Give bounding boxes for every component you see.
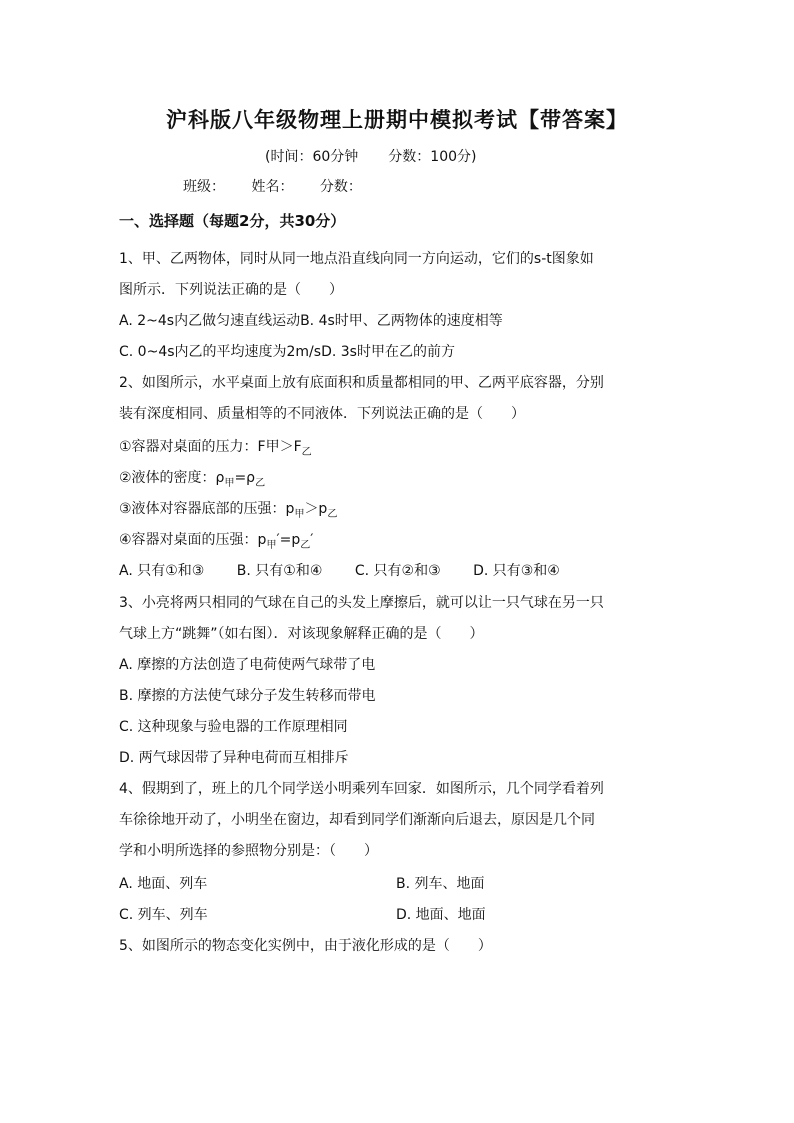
q2-s2-mid: =ρ (234, 470, 256, 486)
q4-option-c: C. 列车、列车 (119, 907, 208, 923)
q2-s4-mid: ′=p (276, 532, 301, 548)
q2-s3-sub1: 甲 (294, 508, 305, 520)
q2-s2-sub1: 甲 (224, 477, 235, 489)
name-label: 姓名： (251, 179, 294, 195)
exam-meta (265, 146, 506, 166)
class-label: 班级： (183, 179, 225, 195)
student-info (183, 176, 384, 196)
q2-s2-text: ②液体的密度：ρ (119, 470, 225, 486)
q2-s1-sub: 乙 (301, 446, 312, 458)
q4-stem-line1: 4、假期到了，班上的几个同学送小明乘列车回家．如图所示，几个同学看着列 (119, 781, 604, 797)
q5-stem-line1: 5、如图所示的物态变化实例中，由于液化形成的是（ ） (119, 938, 492, 954)
q3-option-a: A. 摩擦的方法创造了电荷使两气球带了电 (119, 657, 376, 673)
q4-option-b: B. 列车、地面 (396, 876, 485, 892)
q2-options: A. 只有①和③ B. 只有①和④ C. 只有②和③ D. 只有③和④ (119, 563, 560, 579)
q1-stem-line1: 1、甲、乙两物体，同时从同一地点沿直线向同一方向运动，它们的s-t图象如 (119, 251, 594, 267)
q4-option-d: D. 地面、地面 (396, 907, 486, 923)
section-heading: 一、选择题（每题2分，共30分） (119, 212, 346, 230)
q3-option-c: C. 这种现象与验电器的工作原理相同 (119, 719, 348, 735)
q2-s1-text: ①容器对桌面的压力：F甲＞F (119, 439, 302, 455)
q3-stem-line2: 气球上方“跳舞”（如右图）．对该现象解释正确的是（ ） (119, 626, 484, 642)
q2-s4-end: ′ (310, 532, 314, 548)
q4-option-a: A. 地面、列车 (119, 876, 208, 892)
q2-s4-text: ④容器对桌面的压强：p (119, 532, 267, 548)
q2-s4-sub2: 乙 (300, 539, 311, 551)
q2-stem-line2: 装有深度相同、质量相等的不同液体．下列说法正确的是（ ） (119, 406, 525, 422)
q2-s2-sub2: 乙 (255, 477, 266, 489)
q2-statement-4 (119, 529, 313, 551)
q1-option-ab: A. 2~4s内乙做匀速直线运动B. 4s时甲、乙两物体的速度相等 (119, 313, 503, 329)
q3-option-b: B. 摩擦的方法使气球分子发生转移而带电 (119, 688, 376, 704)
q2-statement-2 (119, 467, 265, 489)
q1-option-cd: C. 0~4s内乙的平均速度为2m/sD. 3s时甲在乙的前方 (119, 344, 455, 360)
q1-stem-line2: 图所示．下列说法正确的是（ ） (119, 282, 343, 298)
q3-stem-line1: 3、小亮将两只相同的气球在自己的头发上摩擦后，就可以让一只气球在另一只 (119, 595, 604, 611)
q2-statement-3 (119, 498, 337, 520)
q2-s3-text: ③液体对容器底部的压强：p (119, 501, 295, 517)
q2-stem-line1: 2、如图所示，水平桌面上放有底面积和质量都相同的甲、乙两平底容器，分别 (119, 375, 604, 391)
score-label: 分数： (319, 179, 362, 195)
q2-statement-1 (119, 436, 312, 458)
q2-s3-sub2: 乙 (327, 508, 338, 520)
q2-s4-sub1: 甲 (266, 539, 277, 551)
page-title: 沪科版八年级物理上册期中模拟考试【带答案】 (166, 107, 628, 132)
q4-stem-line2: 车徐徐地开动了，小明坐在窗边，却看到同学们渐渐向后退去，原因是几个同 (119, 812, 595, 828)
total-score: 分数：100分) (388, 149, 477, 165)
q4-stem-line3: 学和小明所选择的参照物分别是：（ ） (119, 843, 378, 859)
q3-option-d: D. 两气球因带了异种电荷而互相排斥 (119, 750, 349, 766)
q2-s3-mid: ＞p (304, 501, 328, 517)
time-limit: (时间：60分钟 (265, 149, 359, 165)
